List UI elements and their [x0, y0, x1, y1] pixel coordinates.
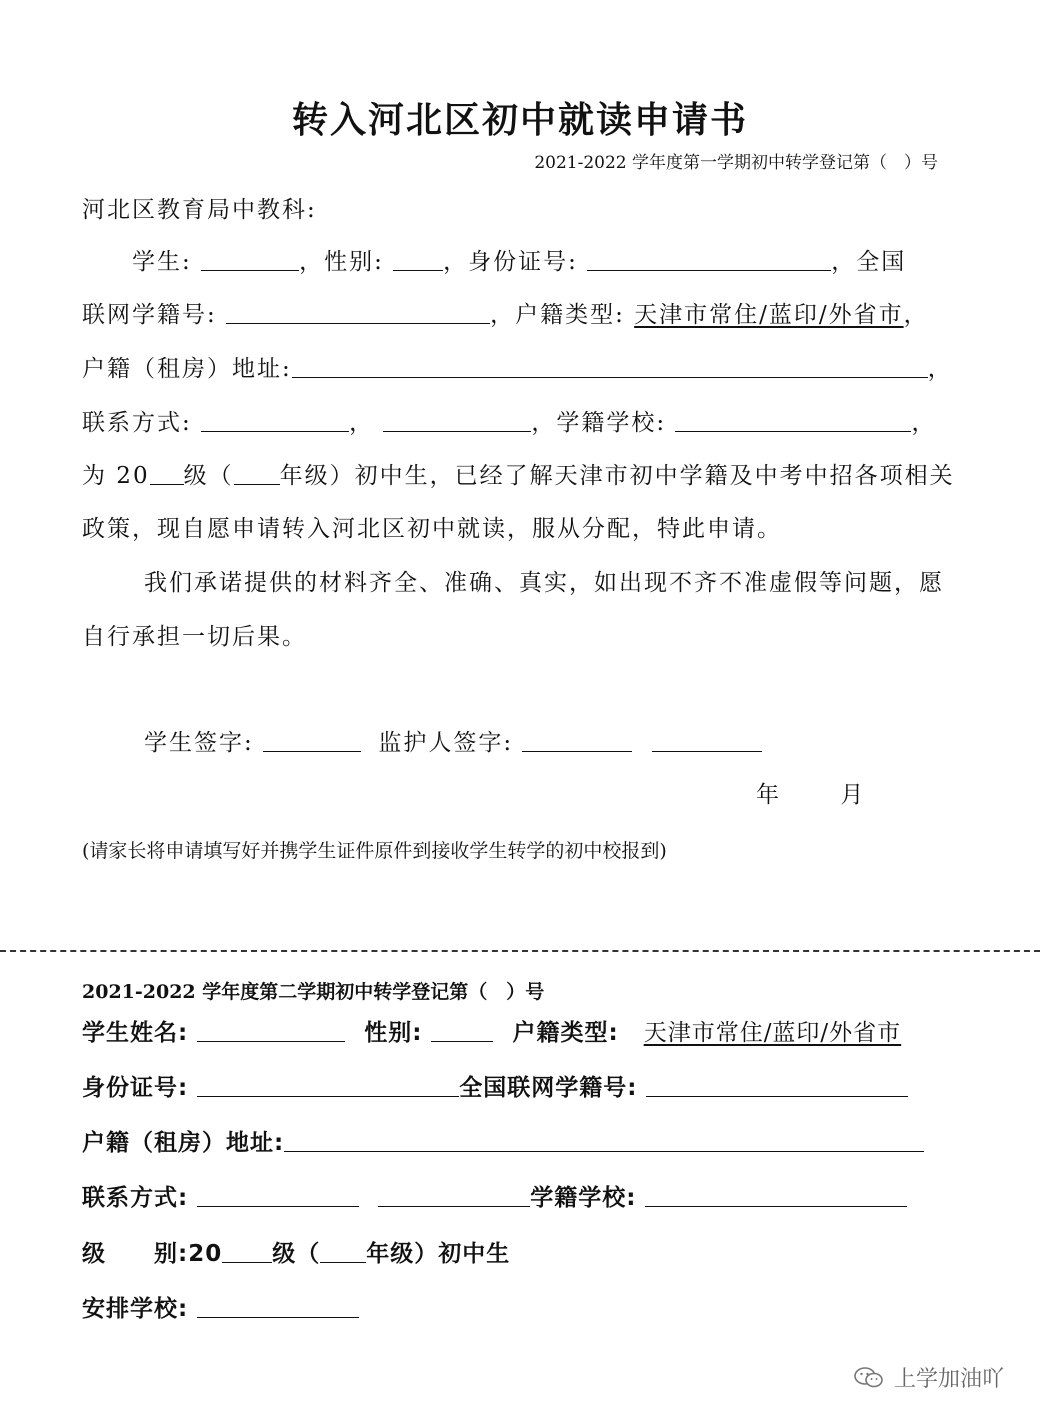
line-promise: 我们承诺提供的材料齐全、准确、真实，如出现不齐不准虚假等问题，愿 [144, 570, 944, 596]
comma: ， [927, 356, 953, 382]
label-address: 户籍（租房）地址: [82, 356, 292, 382]
s2-label-name: 学生姓名: [82, 1020, 189, 1046]
s2-contact-blank-2[interactable] [378, 1182, 530, 1207]
s2-label-grade-rest: 年级）初中生 [366, 1241, 511, 1267]
s2-address-blank[interactable] [284, 1127, 924, 1152]
school-blank[interactable] [675, 407, 911, 432]
household-type-options: 天津市常住/蓝印/外省市 [634, 302, 904, 328]
label-year: 为 20 [82, 463, 150, 489]
line-grade [82, 459, 955, 493]
label-national: ，全国 [831, 249, 907, 275]
wechat-icon [854, 1367, 884, 1389]
label-household-type: ，户籍类型: [490, 302, 625, 328]
watermark-text: 上学加油吖 [893, 1367, 1004, 1392]
s2-row-4 [82, 1181, 907, 1215]
label-grade-rest: 年级）初中生，已经了解天津市初中学籍及中考中招各项相关 [279, 463, 955, 489]
label-id: ，身份证号: [443, 249, 578, 275]
s2-school-blank[interactable] [645, 1182, 907, 1207]
s2-label-grade: 级（ [272, 1241, 321, 1267]
year-blank[interactable] [150, 460, 184, 485]
section2-title: 2021-2022 学年度第二学期初中转学登记第（ ）号 [82, 981, 545, 1003]
addressee: 河北区教育局中教科: [82, 197, 317, 223]
guardian-signature-blank-1[interactable] [522, 727, 632, 752]
s2-row-5 [82, 1237, 510, 1271]
s2-label-household: 户籍类型: [512, 1020, 619, 1046]
line-address [82, 352, 953, 386]
s2-label-school: 学籍学校: [530, 1185, 637, 1211]
label-student-registry-no: 联网学籍号: [82, 302, 217, 328]
comma: ， [903, 302, 929, 328]
s2-label-registry: 全国联网学籍号: [459, 1075, 638, 1101]
signature-line [144, 726, 762, 760]
s2-label-contact: 联系方式: [82, 1185, 189, 1211]
s2-row-2 [82, 1071, 908, 1105]
gender-blank[interactable] [393, 246, 443, 271]
s2-name-blank[interactable] [197, 1017, 345, 1042]
s2-row-3 [82, 1126, 924, 1160]
label-guardian-sign: 监护人签字: [378, 730, 514, 756]
id-number-blank[interactable] [587, 246, 831, 271]
s2-label-assigned-school: 安排学校: [82, 1296, 189, 1322]
line-registry [82, 298, 929, 332]
s2-household-options: 天津市常住/蓝印/外省市 [643, 1020, 902, 1046]
comma: ， [349, 410, 375, 436]
s2-label-id: 身份证号: [82, 1075, 189, 1101]
label-contact: 联系方式: [82, 410, 192, 436]
cut-line [0, 950, 1040, 952]
line-student [132, 245, 906, 279]
line-policy: 政策，现自愿申请转入河北区初中就读，服从分配，特此申请。 [82, 516, 782, 542]
comma: ， [911, 410, 937, 436]
registration-number-line: 2021-2022 学年度第一学期初中转学登记第（ ）号 [534, 153, 938, 173]
label-gender: ，性别: [299, 249, 384, 275]
address-blank[interactable] [292, 353, 928, 378]
document-title: 转入河北区初中就读申请书 [291, 100, 748, 141]
s2-row-1 [82, 1016, 901, 1050]
date-line [756, 778, 865, 812]
guardian-signature-blank-2[interactable] [652, 727, 762, 752]
student-name-blank[interactable] [201, 246, 299, 271]
contact-blank-1[interactable] [201, 407, 349, 432]
watermark [854, 1362, 1004, 1393]
student-signature-blank[interactable] [263, 727, 361, 752]
label-month-date: 月 [840, 782, 866, 808]
label-school: ，学籍学校: [531, 410, 667, 436]
s2-label-address: 户籍（租房）地址: [82, 1130, 285, 1156]
instruction-note: (请家长将申请填写好并携学生证件原件到接收学生转学的初中校报到) [82, 840, 667, 862]
s2-gender-blank[interactable] [431, 1017, 493, 1042]
s2-row-6 [82, 1292, 359, 1326]
s2-grade-blank[interactable] [320, 1238, 366, 1263]
line-contact [82, 406, 936, 440]
s2-label-gender: 性别: [364, 1020, 423, 1046]
label-student: 学生: [132, 249, 192, 275]
label-student-sign: 学生签字: [144, 730, 254, 756]
line-consequence: 自行承担一切后果。 [82, 624, 307, 650]
s2-id-blank[interactable] [197, 1072, 459, 1097]
s2-year-blank[interactable] [222, 1238, 272, 1263]
grade-blank[interactable] [234, 460, 280, 485]
s2-contact-blank-1[interactable] [197, 1182, 359, 1207]
registry-number-blank[interactable] [226, 299, 490, 324]
label-year-date: 年 [756, 782, 781, 808]
s2-assigned-school-blank[interactable] [197, 1293, 359, 1318]
s2-registry-blank[interactable] [646, 1072, 908, 1097]
contact-blank-2[interactable] [383, 407, 531, 432]
label-level: 级（ [183, 463, 234, 489]
s2-label-level: 级 别:20 [82, 1241, 223, 1267]
